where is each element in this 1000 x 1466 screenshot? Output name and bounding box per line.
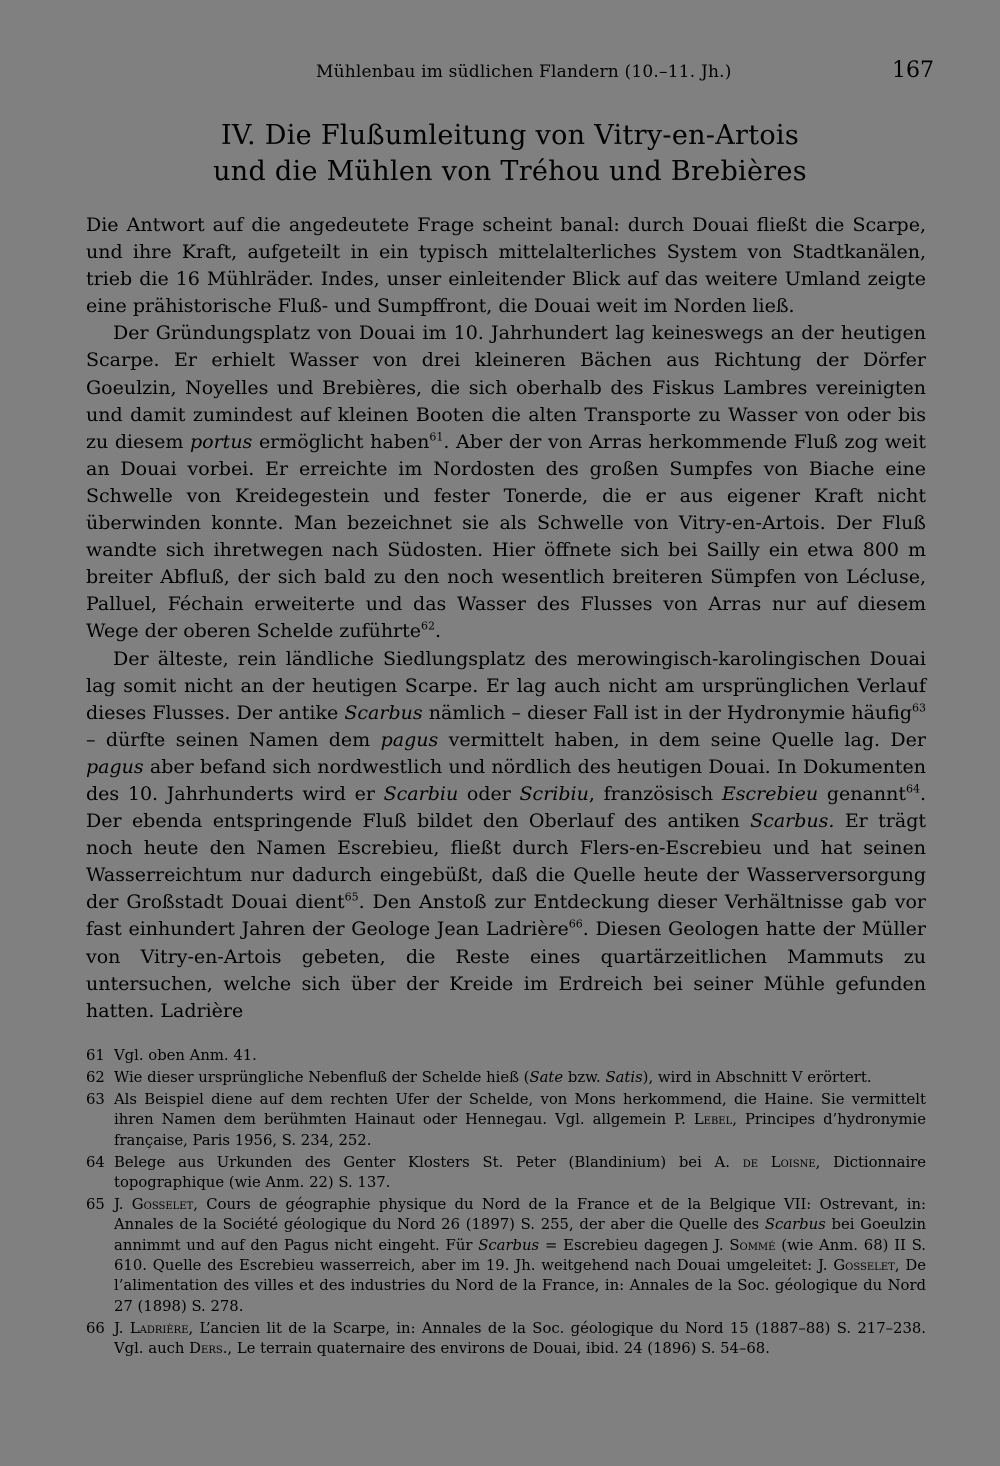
italic-term: portus [190, 430, 253, 453]
italic-term: Escrebieu [721, 782, 819, 805]
running-title: Mühlenbau im südlichen Flandern (10.–11. Jh.) [316, 62, 732, 82]
footnote-64 [86, 1153, 926, 1194]
italic-term: Scarbus [344, 701, 423, 724]
text-span: Der älteste, rein ländliche Siedlungsplatz des merowingisch-karolingischen Douai lag somit nicht an der heutigen Scarpe. Er lag auch nicht am ursprünglichen Verlauf dieses Flusses. Der antike [86, 647, 926, 724]
text-span: genannt [818, 782, 906, 805]
author-name: Ders. [189, 1340, 228, 1358]
text-span: J. [114, 1195, 132, 1213]
footnote-63 [86, 1090, 926, 1151]
text-span: . Diesen Geologen hatte der Müller von Vitry-en-Artois gebeten, die Reste eines quartärzeitlichen Mammuts zu untersuchen, welche sich über der Kreide im Erdreich bei seiner Mühle gefunden hatten. Ladrière [86, 918, 926, 1022]
text-span: . [435, 620, 442, 643]
running-header [86, 58, 934, 92]
text-span: = Escrebieu dagegen J. [539, 1236, 730, 1254]
footnote-61 [86, 1046, 926, 1066]
text-span: , L’ancien lit de la Scarpe, in: Annales de la Soc. géologique du Nord 15 (1887–88) S. 217–238. Vgl. auch [114, 1319, 926, 1358]
section-title-line-2: und die Mühlen von Tréhou und Brebières [213, 156, 807, 187]
text-span: ermöglicht haben [252, 430, 430, 453]
text-span: (wie Anm. 68) II S. 610. Quelle des Escrebieu wasserreich, aber im 19. Jh. weitgehend nach Douai umgeleitet: J. [114, 1236, 927, 1275]
text-span: . Der ebenda entspringende Fluß bildet den Oberlauf des antiken [86, 782, 926, 833]
footnote-number: 65 [86, 1195, 105, 1213]
footnote-ref[interactable]: 66 [568, 918, 583, 932]
footnote-text [114, 1153, 926, 1194]
text-span: , Cours de géographie physique du Nord de la France et de la Belgique VII: Ostrevant, in: Annales de la Société géologique du Nord 26 (1897) S. 255, der aber die Quelle des [114, 1195, 926, 1234]
text-span: J. [114, 1319, 130, 1337]
italic-term: Satis [605, 1068, 643, 1086]
footnote-text [114, 1068, 926, 1088]
footnote-number: 63 [86, 1090, 105, 1108]
section-title-line-1: IV. Die Flußumleitung von Vitry-en-Artois [220, 120, 800, 151]
footnotes [86, 1046, 926, 1361]
text-span: , Dictionnaire topographique (wie Anm. 22) S. 137. [114, 1153, 927, 1191]
italic-term: Scarbus. [750, 810, 835, 833]
text-span: oder [458, 782, 520, 805]
italic-term: Sate [529, 1068, 564, 1086]
text-span: nämlich – dieser Fall ist in der Hydronymie häufig [422, 701, 912, 724]
author-name: de Loisne [742, 1153, 816, 1171]
footnote-number: 61 [86, 1047, 105, 1064]
text-span: Belege aus Urkunden des Genter Klosters St. Peter (Blandinium) bei A. [114, 1153, 743, 1171]
text-span: , Le terrain quaternaire des environs de Douai, ibid. 24 (1896) S. 54–68. [227, 1340, 770, 1358]
footnote-ref[interactable]: 63 [912, 701, 926, 715]
footnote-number: 66 [86, 1319, 105, 1337]
paragraph-3 [86, 646, 926, 1025]
footnote-65 [86, 1195, 926, 1317]
footnote-62 [86, 1068, 926, 1088]
footnote-ref[interactable]: 64 [905, 782, 920, 796]
section-title [86, 118, 934, 190]
footnote-text: Vgl. oben Anm. 41. [114, 1047, 257, 1064]
text-span: bei Goeulzin annimmt und auf den Pagus nicht eingeht. Für [114, 1216, 926, 1254]
text-span: vermittelt haben, in dem seine Quelle lag. Der [438, 728, 926, 751]
author-name: Sommé [729, 1236, 776, 1254]
text-span: Er trägt noch heute den Namen Escrebieu, fließt durch Flers-en-Escrebieu und hat seinen Wasserreichtum nur dadurch eingebüßt, daß die Quelle heute der Wasserversorgung der Großstadt Douai dient [86, 810, 926, 914]
footnote-number: 64 [86, 1153, 105, 1171]
author-name: Lebel [693, 1111, 733, 1129]
text-span: ), wird in Abschnitt V erörtert. [642, 1068, 872, 1086]
footnote-number: 62 [86, 1068, 105, 1086]
italic-term: pagus [86, 755, 144, 778]
italic-term: Scarbiu [383, 782, 459, 805]
author-name: Gosselet [131, 1195, 194, 1213]
paragraph-2 [86, 320, 926, 645]
author-name: Ladrière [129, 1319, 189, 1337]
footnote-ref[interactable]: 62 [421, 620, 436, 634]
text-span: bzw. [563, 1068, 606, 1086]
paragraph-1: Die Antwort auf die angedeutete Frage scheint banal: durch Douai fließt die Scarpe, und ihre Kraft, aufgeteilt in ein typisch mittelalterliches System von Stadtkanälen, trieb die 16 Mühlräder. Indes, unser einleitender Blick auf das weitere Umland zeigte eine prähistorische Fluß- und Sumpffront, die Douai weit im Norden ließ. [86, 214, 926, 318]
text-span: , De l’alimentation des villes et des industries du Nord de la France, in: Annales de la Soc. géologique du Nord 27 (1898) S. 278. [114, 1257, 926, 1315]
footnote-66 [86, 1319, 926, 1360]
text-span: aber befand sich nordwestlich und nördlich des heutigen Douai. In Dokumenten des 10. Jahrhunderts wird er [86, 755, 926, 805]
author-name: Gosselet [833, 1257, 895, 1275]
footnote-ref[interactable]: 65 [344, 891, 359, 905]
text-span: – dürfte seinen Namen dem [86, 728, 381, 751]
text-span: Der Gründungsplatz von Douai im 10. Jahrhundert lag keineswegs an der heutigen Scarpe. Er erhielt Wasser von drei kleineren Bächen aus Richtung der Dörfer Goeulzin, Noyelles und Brebières, die sich oberhalb des Fiskus Lambres vereinigten und damit zumindest auf kleinen Booten die alten Transporte zu Wasser von oder bis zu diesem [86, 322, 926, 453]
body-text [86, 212, 926, 1025]
footnote-text [114, 1319, 926, 1360]
footnote-text [114, 1090, 926, 1151]
page-number: 167 [892, 58, 934, 83]
text-span: , Principes d’hydronymie française, Paris 1956, S. 234, 252. [114, 1111, 926, 1149]
italic-term: Scarbus [764, 1216, 826, 1234]
italic-term: pagus [380, 728, 439, 751]
footnote-ref[interactable]: 61 [429, 430, 444, 444]
italic-term: Scarbus [478, 1236, 540, 1254]
text-span: . Den Anstoß zur Entdeckung dieser Verhältnisse gab vor fast einhundert Jahren der Geologe Jean Ladrière [86, 891, 926, 941]
italic-term: Scribiu [519, 782, 589, 805]
text-span: , französisch [588, 782, 722, 805]
text-span: Als Beispiel diene auf dem rechten Ufer der Schelde, von Mons herkommend, die Haine. Sie vermittelt ihren Namen dem berühmten Hainaut oder Hennegau. Vgl. allgemein P. [114, 1090, 926, 1129]
text-span: Wie dieser ursprüngliche Nebenfluß der Schelde hieß ( [114, 1068, 530, 1086]
footnote-text [114, 1195, 926, 1317]
text-span: . Aber der von Arras herkommende Fluß zog weit an Douai vorbei. Er erreichte im Nordosten des großen Sumpfes von Biache eine Schwelle von Kreidegestein und fester Tonerde, die er aus eigener Kraft nicht überwinden konnte. Man bezeichnet sie als Schwelle von Vitry-en-Artois. Der Fluß wandte sich ihretwegen nach Südosten. Hier öffnete sich bei Sailly ein etwa 800 m breiter Abfluß, der sich bald zu den noch wesentlich breiteren Sümpfen von Lécluse, Palluel, Féchain erweiterte und das Wasser des Flusses von Arras nur auf diesem Wege der oberen Schelde zuführte [86, 430, 926, 643]
